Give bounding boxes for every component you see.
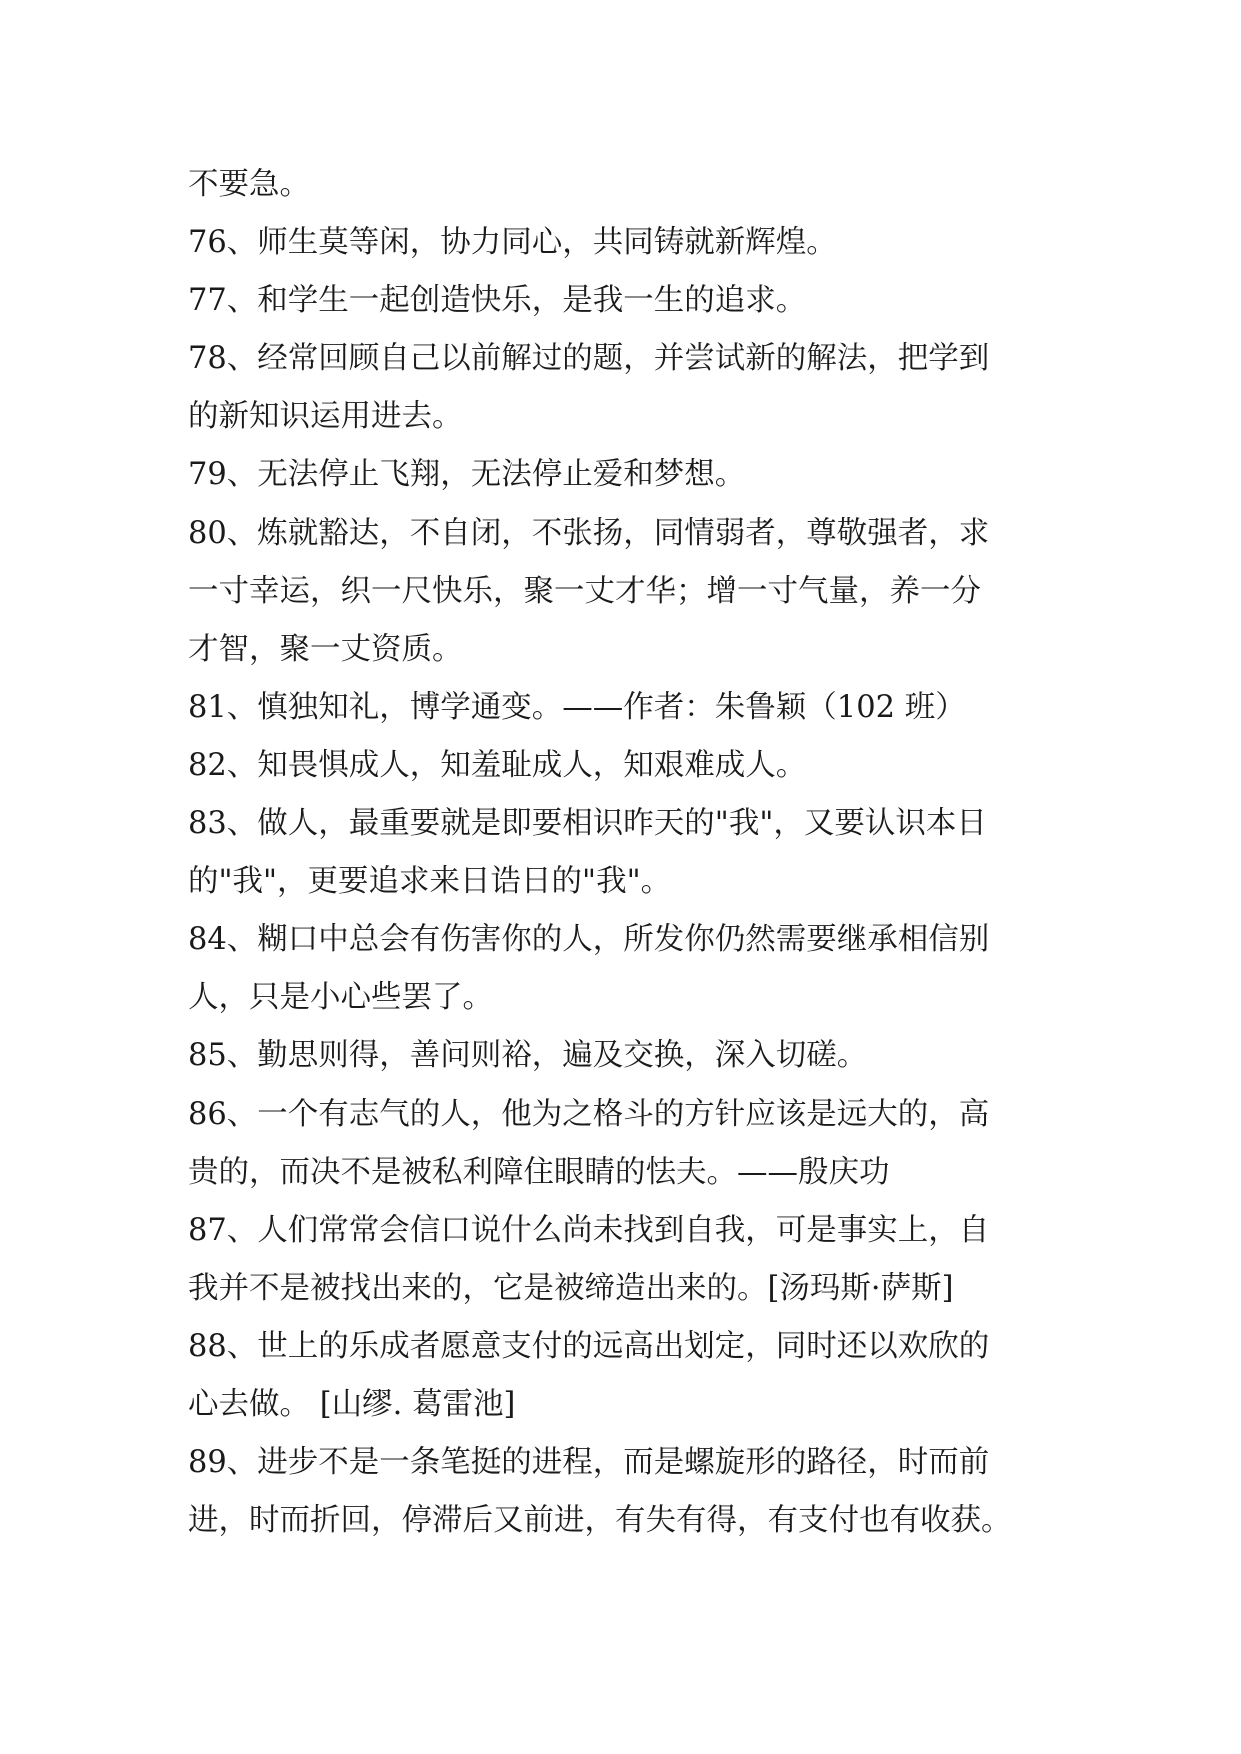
text-line: 不要急。: [188, 167, 310, 202]
text-line: 80、炼就豁达，不自闭，不张扬，同情弱者，尊敬强者，求: [188, 515, 990, 551]
text-line: 人，只是小心些罢了。: [188, 980, 493, 1016]
text-line: 76、师生莫等闲，协力同心，共同铸就新辉煌。: [188, 225, 837, 261]
text-line: 我并不是被找出来的，它是被缔造出来的。[汤玛斯·萨斯]: [188, 1270, 954, 1306]
text-line: 87、人们常常会信口说什么尚未找到自我，可是事实上，自: [188, 1212, 990, 1248]
text-line: 82、知畏惧成人，知羞耻成人，知艰难成人。: [188, 747, 807, 783]
text-line: 86、一个有志气的人，他为之格斗的方针应该是远大的，高: [188, 1096, 990, 1132]
text-line: 78、经常回顾自己以前解过的题，并尝试新的解法，把学到: [188, 341, 990, 377]
text-line: 79、无法停止飞翔，无法停止爱和梦想。: [188, 457, 746, 493]
text-line: 进，时而折回，停滞后又前进，有失有得，有支付也有收获。: [188, 1503, 1012, 1539]
text-line: 89、进步不是一条笔挺的进程，而是螺旋形的路径，时而前: [188, 1445, 990, 1481]
text-line: 77、和学生一起创造快乐，是我一生的追求。: [188, 283, 807, 319]
text-line: 一寸幸运，织一尺快乐，聚一丈才华；增一寸气量，养一分: [188, 573, 981, 609]
text-line: 才智，聚一丈资质。: [188, 631, 463, 667]
text-line: 的新知识运用进去。: [188, 399, 463, 435]
text-line: 84、糊口中总会有伤害你的人，所发你仍然需要继承相信别: [188, 922, 990, 958]
text-line: 的"我"，更要追求来日诰日的"我"。: [188, 864, 672, 900]
text-line: 81、慎独知礼，博学通变。——作者：朱鲁颖（102 班）: [188, 689, 966, 725]
text-line: 88、世上的乐成者愿意支付的远高出划定，同时还以欢欣的: [188, 1328, 990, 1364]
text-line: 心去做。 [山缪. 葛雷池]: [188, 1386, 516, 1422]
text-line: 贵的，而决不是被私利障住眼睛的怯夫。——殷庆功: [188, 1154, 890, 1190]
text-line: 83、做人，最重要就是即要相识昨天的"我"，又要认识本日: [188, 806, 987, 842]
text-line: 85、勤思则得，善问则裕，遍及交换，深入切磋。: [188, 1038, 868, 1074]
document-body: [188, 156, 1058, 1550]
